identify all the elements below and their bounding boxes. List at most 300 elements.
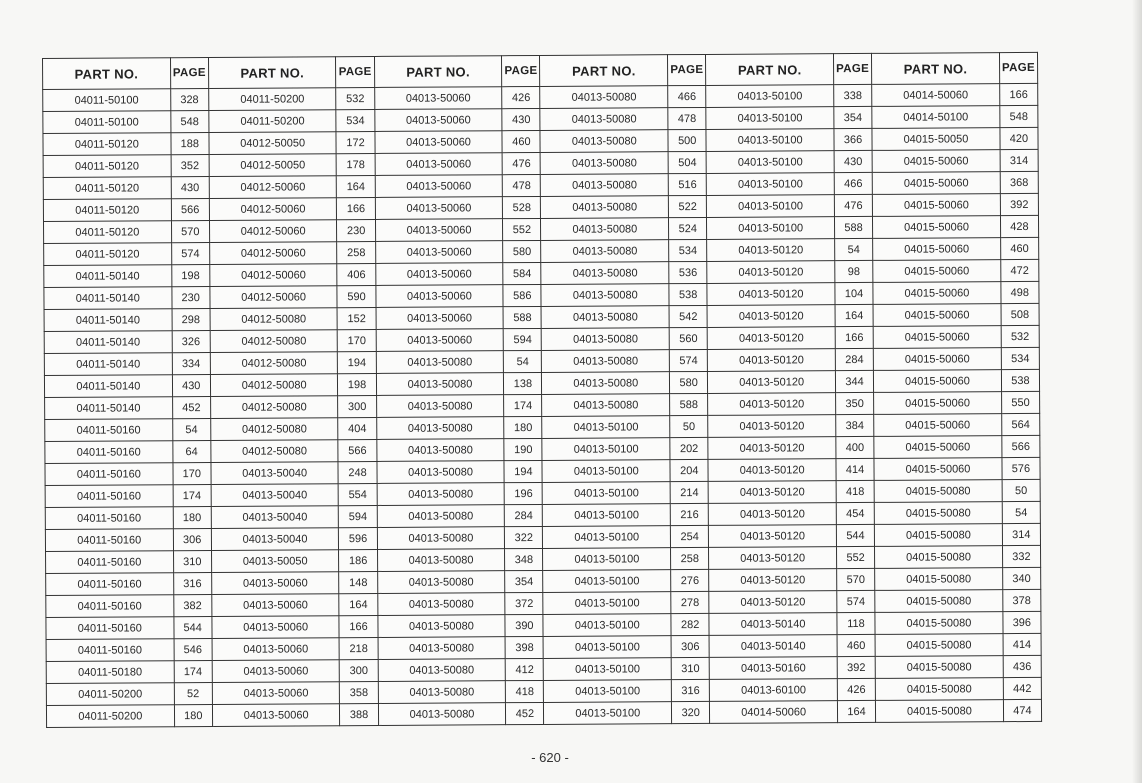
part-number-cell: 04013-50080: [541, 196, 669, 219]
part-number-cell: 04013-50060: [375, 219, 503, 242]
part-number-cell: 04011-50120: [43, 221, 171, 244]
page-cell: 316: [671, 679, 709, 701]
page-cell: 164: [339, 593, 377, 615]
part-number-cell: 04013-50080: [376, 373, 504, 396]
page-cell: 412: [505, 658, 543, 680]
page-cell: 550: [1001, 391, 1039, 413]
page-cell: 574: [171, 242, 209, 264]
page-cell: 98: [835, 260, 873, 282]
page-cell: 54: [1002, 501, 1040, 523]
part-number-cell: 04011-50120: [43, 133, 171, 156]
part-number-cell: 04013-50160: [709, 657, 837, 680]
part-number-cell: 04013-50080: [377, 483, 505, 506]
part-number-cell: 04015-50060: [874, 392, 1002, 415]
part-number-cell: 04013-50100: [544, 680, 672, 703]
page-cell: 538: [669, 283, 707, 305]
part-number-cell: 04013-50060: [212, 594, 340, 617]
part-number-index-table: [42, 52, 1042, 728]
part-number-cell: 04011-50160: [46, 595, 174, 618]
part-number-cell: 04013-50100: [543, 482, 671, 505]
part-number-cell: 04015-50080: [875, 546, 1003, 569]
part-number-cell: 04011-50100: [43, 111, 171, 134]
part-number-cell: 04015-50080: [875, 590, 1003, 613]
part-number-cell: 04013-50060: [374, 87, 502, 110]
page-cell: 358: [340, 681, 378, 703]
page-cell: 320: [672, 701, 710, 723]
part-number-cell: 04013-50060: [374, 109, 502, 132]
part-number-cell: 04013-50080: [541, 240, 669, 263]
page-cell: 164: [337, 175, 375, 197]
page-cell: 460: [1000, 237, 1038, 259]
page-cell: 552: [836, 546, 874, 568]
part-number-cell: 04011-50160: [46, 639, 174, 662]
part-number-cell: 04015-50060: [872, 150, 1000, 173]
part-number-cell: 04013-50100: [707, 173, 835, 196]
part-number-cell: 04013-50120: [708, 349, 836, 372]
page-header: PAGE: [336, 56, 374, 87]
page-cell: 404: [338, 417, 376, 439]
page-cell: 334: [172, 352, 210, 374]
page-cell: 368: [1000, 171, 1038, 193]
page-cell: 420: [1000, 127, 1038, 149]
page-cell: 552: [503, 218, 541, 240]
page-cell: 188: [171, 132, 209, 154]
page-cell: 460: [502, 130, 540, 152]
part-number-cell: 04013-50120: [709, 503, 837, 526]
part-number-cell: 04012-50050: [209, 154, 337, 177]
page-cell: 196: [504, 482, 542, 504]
page-cell: 300: [338, 395, 376, 417]
part-number-cell: 04012-50060: [209, 242, 337, 265]
page-cell: 580: [503, 240, 541, 262]
part-number-cell: 04015-50080: [875, 568, 1003, 591]
part-number-cell: 04011-50140: [44, 265, 172, 288]
page-cell: 532: [336, 87, 374, 109]
part-number-cell: 04013-50120: [707, 283, 835, 306]
page-cell: 566: [338, 439, 376, 461]
part-number-cell: 04013-50080: [376, 439, 504, 462]
page-cell: 430: [834, 150, 872, 172]
page-cell: 202: [670, 437, 708, 459]
page-cell: 310: [671, 657, 709, 679]
page-cell: 570: [837, 568, 875, 590]
page-cell: 118: [837, 612, 875, 634]
page-cell: 284: [505, 504, 543, 526]
page-cell: 340: [1002, 567, 1040, 589]
part-number-cell: 04015-50060: [872, 172, 1000, 195]
part-number-cell: 04013-50080: [541, 284, 669, 307]
page-cell: 388: [340, 703, 378, 725]
page-cell: 366: [834, 128, 872, 150]
page-cell: 352: [171, 154, 209, 176]
page-cell: 284: [835, 348, 873, 370]
page-cell: 414: [836, 458, 874, 480]
part-number-cell: 04013-50100: [706, 107, 834, 130]
part-number-cell: 04011-50140: [45, 397, 173, 420]
page-cell: 478: [668, 107, 706, 129]
part-number-cell: 04013-50120: [707, 239, 835, 262]
part-number-cell: 04013-50100: [543, 614, 671, 637]
part-number-cell: 04015-50060: [873, 304, 1001, 327]
page-cell: 180: [504, 416, 542, 438]
part-number-cell: 04013-50100: [706, 85, 834, 108]
part-number-cell: 04013-50100: [543, 504, 671, 527]
page-cell: 54: [504, 350, 542, 372]
part-number-cell: 04013-50100: [543, 570, 671, 593]
page-cell: 452: [172, 396, 210, 418]
part-number-cell: 04015-50080: [875, 634, 1003, 657]
part-number-cell: 04011-50200: [46, 683, 174, 706]
page-cell: 430: [172, 374, 210, 396]
page-cell: 54: [172, 418, 210, 440]
page-cell: 580: [670, 371, 708, 393]
part-number-cell: 04013-50120: [707, 261, 835, 284]
part-number-cell: 04011-50120: [43, 199, 171, 222]
part-number-cell: 04014-50060: [872, 84, 1000, 107]
part-number-cell: 04015-50080: [875, 524, 1003, 547]
part-number-cell: 04013-50080: [540, 86, 668, 109]
part-number-cell: 04013-50060: [376, 285, 504, 308]
part-number-cell: 04012-50080: [211, 440, 339, 463]
part-number-cell: 04012-50080: [210, 330, 338, 353]
part-number-cell: 04013-50100: [544, 636, 672, 659]
table-row: [46, 699, 1041, 727]
part-number-cell: 04013-50080: [542, 328, 670, 351]
page-cell: 472: [1001, 259, 1039, 281]
page-cell: 426: [837, 678, 875, 700]
part-number-cell: 04013-50060: [212, 682, 340, 705]
page-header: PAGE: [668, 54, 706, 85]
part-number-cell: 04013-50080: [542, 372, 670, 395]
page-cell: 194: [338, 351, 376, 373]
part-number-cell: 04011-50160: [45, 419, 173, 442]
page-cell: 554: [339, 483, 377, 505]
part-number-cell: 04013-50120: [708, 371, 836, 394]
page-cell: 54: [835, 238, 873, 260]
page-cell: 528: [503, 196, 541, 218]
page-cell: 52: [174, 682, 212, 704]
part-number-cell: 04013-50080: [541, 152, 669, 175]
part-number-cell: 04013-50080: [377, 593, 505, 616]
part-number-cell: 04013-50080: [542, 350, 670, 373]
page-cell: 466: [668, 85, 706, 107]
page-cell: 178: [337, 153, 375, 175]
page-cell: 588: [834, 216, 872, 238]
page-cell: 180: [173, 506, 211, 528]
page-cell: 174: [174, 660, 212, 682]
page-cell: 326: [172, 330, 210, 352]
page-cell: 372: [505, 592, 543, 614]
part-number-cell: 04015-50060: [873, 326, 1001, 349]
part-number-cell: 04011-50160: [45, 507, 173, 530]
page-cell: 390: [505, 614, 543, 636]
page-cell: 398: [505, 636, 543, 658]
page-cell: 474: [1003, 699, 1041, 721]
part-number-cell: 04013-50100: [707, 217, 835, 240]
page-cell: 466: [834, 172, 872, 194]
part-number-cell: 04015-50080: [875, 612, 1003, 635]
page-cell: 314: [1000, 149, 1038, 171]
page-cell: 478: [503, 174, 541, 196]
page-cell: 570: [171, 220, 209, 242]
page-cell: 384: [836, 414, 874, 436]
page-cell: 400: [836, 436, 874, 458]
part-number-cell: 04013-50100: [706, 129, 834, 152]
part-number-cell: 04013-50120: [709, 569, 837, 592]
part-number-cell: 04015-50080: [875, 656, 1003, 679]
page-cell: 282: [671, 613, 709, 635]
part-number-cell: 04013-50080: [376, 395, 504, 418]
page-cell: 596: [339, 527, 377, 549]
part-number-cell: 04013-50120: [709, 591, 837, 614]
part-number-cell: 04013-50060: [212, 660, 340, 683]
part-number-cell: 04015-50060: [874, 370, 1002, 393]
part-number-cell: 04015-50080: [876, 700, 1004, 723]
page-cell: 204: [670, 459, 708, 481]
part-number-cell: 04013-50080: [378, 659, 506, 682]
page-cell: 532: [1001, 325, 1039, 347]
part-number-cell: 04013-60100: [710, 679, 838, 702]
part-number-cell: 04013-50060: [375, 175, 503, 198]
part-number-cell: 04013-50040: [211, 528, 339, 551]
part-number-cell: 04015-50080: [875, 678, 1003, 701]
page-cell: 566: [171, 198, 209, 220]
page-cell: 344: [835, 370, 873, 392]
part-number-cell: 04013-50120: [708, 393, 836, 416]
part-number-cell: 04011-50120: [43, 177, 171, 200]
part-number-cell: 04011-50180: [46, 661, 174, 684]
part-number-cell: 04013-50060: [375, 197, 503, 220]
part-number-cell: 04011-50140: [44, 287, 172, 310]
part-number-cell: 04011-50160: [46, 573, 174, 596]
part-number-cell: 04011-50140: [44, 331, 172, 354]
part-number-cell: 04011-50120: [43, 155, 171, 178]
table-body: [43, 83, 1042, 727]
part-number-cell: 04011-50160: [45, 529, 173, 552]
part-number-cell: 04012-50060: [210, 264, 338, 287]
page-cell: 166: [337, 197, 375, 219]
part-number-cell: 04013-50120: [709, 525, 837, 548]
part-number-cell: 04013-50060: [375, 131, 503, 154]
part-number-cell: 04013-50120: [708, 481, 836, 504]
page-cell: 560: [669, 327, 707, 349]
part-number-cell: 04013-50040: [211, 462, 339, 485]
page-cell: 186: [339, 549, 377, 571]
page-cell: 218: [340, 637, 378, 659]
page-cell: 354: [505, 570, 543, 592]
page-cell: 584: [503, 262, 541, 284]
page-header: PAGE: [999, 52, 1037, 83]
page-cell: 230: [172, 286, 210, 308]
part-number-cell: 04013-50050: [211, 550, 339, 573]
page-cell: 328: [170, 88, 208, 110]
part-number-cell: 04013-50080: [377, 549, 505, 572]
part-number-cell: 04013-50060: [212, 638, 340, 661]
page-cell: 548: [170, 110, 208, 132]
page-cell: 174: [504, 394, 542, 416]
page-cell: 322: [505, 526, 543, 548]
part-number-cell: 04013-50080: [540, 108, 668, 131]
page-number: - 620 -: [531, 750, 569, 765]
part-number-cell: 04011-50160: [46, 551, 174, 574]
part-number-cell: 04011-50140: [44, 353, 172, 376]
part-number-cell: 04013-50080: [378, 703, 506, 726]
page-cell: 276: [671, 569, 709, 591]
page-cell: 524: [669, 217, 707, 239]
page-cell: 148: [339, 571, 377, 593]
page-cell: 310: [173, 550, 211, 572]
page-cell: 460: [837, 634, 875, 656]
part-number-cell: 04013-50080: [378, 615, 506, 638]
part-number-cell: 04013-50080: [378, 681, 506, 704]
part-number-cell: 04011-50200: [46, 705, 174, 728]
part-number-cell: 04013-50080: [378, 637, 506, 660]
part-number-cell: 04015-50060: [874, 436, 1002, 459]
part-number-cell: 04015-50080: [874, 480, 1002, 503]
part-number-cell: 04011-50160: [45, 485, 173, 508]
part-no-header: PART NO.: [208, 57, 336, 89]
part-number-cell: 04015-50060: [874, 458, 1002, 481]
part-number-cell: 04013-50100: [544, 658, 672, 681]
part-number-cell: 04013-50100: [543, 548, 671, 571]
page-cell: 258: [337, 241, 375, 263]
page-cell: 536: [669, 261, 707, 283]
page-cell: 574: [669, 349, 707, 371]
part-number-cell: 04012-50080: [210, 308, 338, 331]
part-number-cell: 04013-50120: [708, 459, 836, 482]
page-cell: 332: [1002, 545, 1040, 567]
page-cell: 248: [338, 461, 376, 483]
part-number-cell: 04013-50120: [709, 547, 837, 570]
page-cell: 338: [834, 84, 872, 106]
part-number-cell: 04013-50040: [211, 484, 339, 507]
page-header: PAGE: [502, 55, 540, 86]
page-cell: 576: [1002, 457, 1040, 479]
part-number-cell: 04013-50140: [709, 635, 837, 658]
part-number-cell: 04012-50080: [211, 418, 339, 441]
page-cell: 574: [837, 590, 875, 612]
page-cell: 508: [1001, 303, 1039, 325]
part-number-cell: 04013-50100: [544, 702, 672, 725]
page-cell: 498: [1001, 281, 1039, 303]
part-number-cell: 04013-50080: [377, 571, 505, 594]
part-number-cell: 04013-50080: [377, 527, 505, 550]
page-cell: 542: [669, 305, 707, 327]
page-cell: 454: [836, 502, 874, 524]
part-number-cell: 04012-50080: [210, 352, 338, 375]
part-number-cell: 04015-50050: [872, 128, 1000, 151]
page-cell: 544: [174, 616, 212, 638]
page-cell: 566: [1002, 435, 1040, 457]
part-number-cell: 04013-50100: [543, 526, 671, 549]
part-number-cell: 04014-50060: [710, 701, 838, 724]
page-cell: 180: [174, 704, 212, 726]
page-cell: 138: [504, 372, 542, 394]
part-number-cell: 04013-50060: [376, 329, 504, 352]
page-cell: 194: [504, 460, 542, 482]
page-cell: 164: [835, 304, 873, 326]
part-number-cell: 04011-50200: [209, 88, 337, 111]
part-number-cell: 04011-50160: [46, 617, 174, 640]
page-cell: 500: [668, 129, 706, 151]
part-number-cell: 04011-50120: [44, 243, 172, 266]
part-number-cell: 04013-50080: [542, 394, 670, 417]
page-cell: 534: [669, 239, 707, 261]
page-cell: 588: [503, 306, 541, 328]
part-number-cell: 04015-50080: [874, 502, 1002, 525]
part-number-cell: 04012-50080: [210, 396, 338, 419]
page-header: PAGE: [170, 57, 208, 88]
part-number-cell: 04013-50120: [707, 327, 835, 350]
page-cell: 170: [338, 329, 376, 351]
part-number-cell: 04015-50060: [872, 194, 1000, 217]
part-number-cell: 04013-50060: [211, 572, 339, 595]
page-edge-shadow: [1132, 0, 1142, 783]
part-number-cell: 04015-50060: [873, 238, 1001, 261]
page-cell: 64: [172, 440, 210, 462]
part-number-cell: 04012-50060: [209, 198, 337, 221]
part-number-cell: 04011-50200: [209, 110, 337, 133]
part-number-cell: 04015-50060: [873, 282, 1001, 305]
page-cell: 152: [337, 307, 375, 329]
page-cell: 418: [506, 680, 544, 702]
page-cell: 414: [1003, 633, 1041, 655]
page-cell: 586: [503, 284, 541, 306]
part-number-cell: 04013-50060: [375, 153, 503, 176]
part-number-cell: 04013-50040: [211, 506, 339, 529]
part-number-cell: 04013-50060: [375, 241, 503, 264]
page-cell: 534: [1001, 347, 1039, 369]
part-number-cell: 04013-50080: [377, 461, 505, 484]
part-number-cell: 04011-50100: [43, 89, 171, 112]
part-number-cell: 04013-50080: [541, 262, 669, 285]
page-cell: 254: [670, 525, 708, 547]
part-number-cell: 04013-50080: [542, 306, 670, 329]
page-cell: 382: [173, 594, 211, 616]
part-number-cell: 04013-50060: [212, 616, 340, 639]
page-cell: 522: [668, 195, 706, 217]
page-cell: 230: [337, 219, 375, 241]
part-number-cell: 04013-50100: [706, 151, 834, 174]
page-cell: 198: [171, 264, 209, 286]
page-cell: 278: [671, 591, 709, 613]
page-cell: 300: [340, 659, 378, 681]
page-header: PAGE: [833, 53, 871, 84]
page-cell: 306: [671, 635, 709, 657]
page-cell: 198: [338, 373, 376, 395]
page-cell: 50: [1002, 479, 1040, 501]
part-number-cell: 04012-50080: [210, 374, 338, 397]
part-number-cell: 04013-50080: [541, 174, 669, 197]
page-cell: 594: [339, 505, 377, 527]
page-cell: 350: [836, 392, 874, 414]
part-number-cell: 04015-50060: [873, 260, 1001, 283]
page-cell: 214: [670, 481, 708, 503]
page-cell: 216: [670, 503, 708, 525]
part-number-cell: 04012-50060: [209, 176, 337, 199]
page-cell: 104: [835, 282, 873, 304]
part-no-header: PART NO.: [374, 56, 502, 88]
part-number-cell: 04013-50080: [376, 417, 504, 440]
page-cell: 426: [502, 86, 540, 108]
page-cell: 406: [337, 263, 375, 285]
page-cell: 396: [1003, 611, 1041, 633]
part-number-cell: 04011-50160: [45, 441, 173, 464]
page-cell: 588: [670, 393, 708, 415]
page-cell: 170: [173, 462, 211, 484]
part-number-cell: 04013-50100: [543, 592, 671, 615]
part-no-header: PART NO.: [706, 54, 834, 86]
